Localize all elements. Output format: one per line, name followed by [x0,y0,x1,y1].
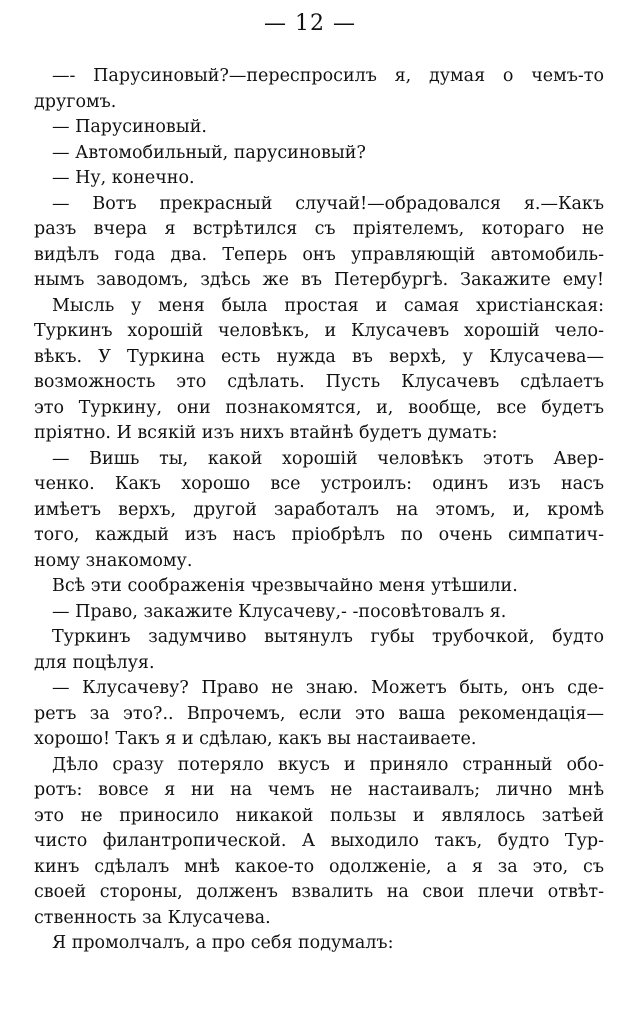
text-line: ротъ: вовсе я ни на чемъ не настаивалъ; лично мнѣ [34,780,604,800]
text-line: возможность это сдѣлать. Пусть Клусачевъ сдѣлаетъ [34,372,604,392]
text-line: —- Парусиновый?—переспросилъ я, думая о чемъ-то [52,66,604,86]
text-line: Я промолчалъ, а про себя подумалъ: [52,933,394,953]
text-line: другомъ. [34,91,117,112]
text-line: ретъ за это?.. Впрочемъ, если это ваша рекомендація— [34,703,604,724]
text-line: это Туркину, они познакомятся, и, вообще, все будетъ [34,397,604,418]
text-line: — Вотъ прекрасный случай!—обрадовался я.—Какъ [52,193,604,214]
text-line: ченко. Какъ хорошо все устроилъ: одинъ изъ насъ [34,474,604,494]
text-line: Всѣ эти соображенія чрезвычайно меня утѣшили. [52,576,518,596]
text-line: имѣетъ верхъ, другой заработалъ на этомъ, и, кромѣ [34,499,604,520]
text-line: — Парусиновый. [52,117,207,137]
text-line: ственность за Клусачева. [34,907,271,928]
text-line: Туркинъ задумчиво вытянулъ губы трубочкой, будто [52,627,604,647]
text-line: кинъ сдѣлалъ мнѣ какое-то одолженіе, а я за это, съ [34,856,604,877]
text-line: Туркинъ хорошій человѣкъ, и Клусачевъ хорошій чело- [34,321,604,341]
text-line: Мысль у меня была простая и самая христіанская: [52,295,604,316]
text-line: — Ну, конечно. [52,168,195,188]
text-line: — Клусачеву? Право не знаю. Можетъ быть, онъ сде- [52,678,604,698]
text-line: нымъ заводомъ, здѣсь же въ Петербургѣ. Закажите ему! [34,270,604,290]
text-line: чисто филантропической. А выходило такъ, будто Тур- [34,831,604,851]
page-number: — 12 — [264,11,356,36]
text-line: разъ вчера я встрѣтился съ пріятелемъ, котораго не [34,219,604,239]
text-line: — Автомобильный, парусиновый? [52,142,366,163]
text-line: своей стороны, долженъ взвалить на свои плечи отвѣт- [34,882,604,902]
text-line: ному знакомому. [34,550,193,571]
text-line: вѣкъ. У Туркина есть нужда въ верхѣ, у Клусачева— [34,346,604,367]
text-line: видѣлъ года два. Теперь онъ управляющій автомобиль- [34,244,604,265]
text-line: хорошо! Такъ я и сдѣлаю, какъ вы настаиваете. [34,729,477,749]
text-line: пріятно. И всякій изъ нихъ втайнѣ будетъ думать: [34,423,498,443]
text-line: — Вишь ты, какой хорошій человѣкъ этотъ Авер- [52,448,604,469]
body-text [34,64,604,957]
text-line: Дѣло сразу потеряло вкусъ и приняло странный обо- [52,754,604,775]
text-line: — Право, закажите Клусачеву,- -посовѣтовалъ я. [52,601,507,622]
text-line: это не приносило никакой пользы и являлось затѣей [34,805,604,826]
text-line: для поцѣлуя. [34,652,155,673]
text-line: того, каждый изъ насъ пріобрѣлъ по очень симпатич- [34,525,604,545]
